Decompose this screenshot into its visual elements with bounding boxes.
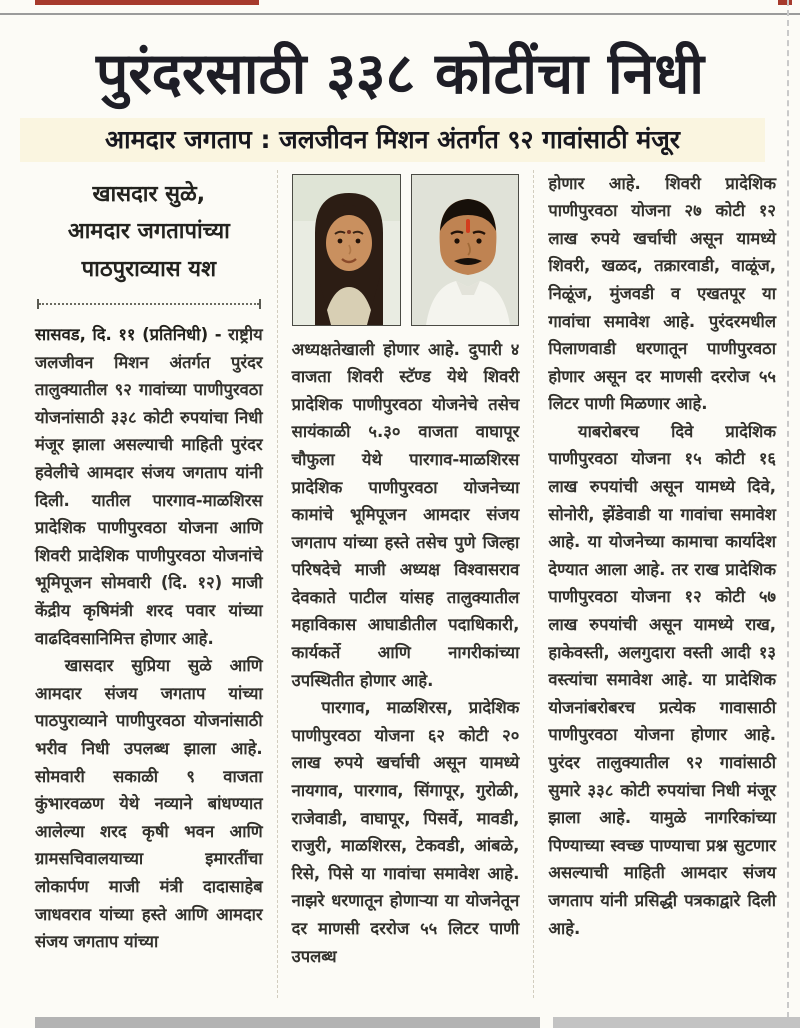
top-red-strip: [35, 0, 259, 5]
paragraph: खासदार सुप्रिया सुळे आणि आमदार संजय जगताप यांच्या पाठपुराव्याने पाणीपुरवठा योजनांसाठी भरीव निधी उपलब्ध झाला आहे. सोमवारी सकाळी ९ वाजता कुंभारवळण येथे नव्याने बांधण्यात आलेल्या शरद कृषी भवन आणि ग्रामसचिवालयाच्या इमारतींचा लोकार्पण माजी मंत्री दादासाहेब जाधवराव यांच्या हस्ते आणि आमदार संजय जगताप यांच्या: [35, 656, 263, 952]
portrait-photo-woman: [292, 174, 401, 326]
paragraph-text: राष्ट्रीय जलजीवन मिशन अंतर्गत पुरंदर तालुक्यातील ९२ गावांच्या पाणीपुरवठा योजनांसाठी ३३८ कोटी रुपयांचा निधी मंजूर झाला असल्याची माहिती पुरंदर हवेलीचे आमदार संजय जगताप यांनी दिली. यातील पारगाव-माळशिरस प्रादेशिक पाणीपुरवठा योजना आणि शिवरी प्रादेशिक पाणीपुरवठा योजनांचे भूमिपूजन सोमवारी (दि. १२) माजी केंद्रीय कृषिमंत्री शरद पवार यांच्या वाढदिवसानिमित्त होणार आहे.: [35, 325, 263, 648]
dateline: सासवड, दि. ११ (प्रतिनिधी) -: [35, 325, 229, 345]
article-deck: [35, 170, 263, 289]
paragraph: पारगाव, माळशिरस, प्रादेशिक पाणीपुरवठा योजना ६२ कोटी २० लाख रुपये खर्चाची असून यामध्ये नायगाव, पारगाव, सिंगापूर, गुरोळी, राजेवाडी, वाघापूर, पिसर्वे, मावडी, राजुरी, माळशिरस, टेकवडी, आंबळे, रिसे, पिसे या गावांचा समावेश आहे. नाझरे धरणातून होणाऱ्या या योजनेतून दर माणसी दररोज ५५ लिटर पाणी उपलब्ध: [291, 698, 520, 966]
article-subheadline: आमदार जगताप : जलजीवन मिशन अंतर्गत ९२ गावांसाठी मंजूर: [20, 118, 765, 162]
paragraph: अध्यक्षतेखाली होणार आहे. दुपारी ४ वाजता शिवरी स्टॅण्ड येथे शिवरी प्रादेशिक पाणीपुरवठा योजनेचे तसेच सायंकाळी ५.३० वाजता वाघापूर चौफुला येथे पारगाव-माळशिरस प्रादेशिक पाणीपुरवठा योजनेच्या कामांचे भूमिपूजन आमदार संजय जगताप यांच्या हस्ते तसेच पुणे जिल्हा परिषदेचे माजी अध्यक्ष विश्वासराव देवकाते पाटील यांसह तालुक्यातील महाविकास आघाडीतील पदाधिकारी, कार्यकर्ते आणि नागरीकांच्या उपस्थितीत होणार आहे.: [291, 339, 520, 690]
column-left: [35, 170, 263, 998]
deck-line: पाठपुराव्यास यश: [81, 257, 217, 283]
top-gray-rule: [0, 13, 800, 15]
body-text-middle: [292, 336, 520, 971]
dotted-divider: [37, 299, 261, 309]
body-text-right: [548, 170, 776, 943]
deck-line: आमदार जगतापांच्या: [67, 219, 230, 245]
next-article-header-bar: [553, 1017, 800, 1028]
column-right: [533, 170, 776, 998]
paragraph: याबरोबरच दिवे प्रादेशिक पाणीपुरवठा योजना १५ कोटी १६ लाख रुपयांची असून यामध्ये दिवे, सोनोरी, झेंडेवाडी या गावांचा समावेश आहे. या योजनेच्या कामाचा कार्यादेश देण्यात आला आहे. तर राख प्रादेशिक पाणीपुरवठा योजना १२ कोटी ५७ लाख रुपयांची असून यामध्ये राख, हाकेवस्ती, अलगुदारा वस्ती आदी १३ वस्त्यांचा समावेश आहे. या प्रादेशिक योजनांबरोबरच प्रत्येक गावासाठी पाणीपुरवठा योजना होणार आहे. पुरंदर तालुक्यातील ९२ गावांसाठी सुमारे ३३८ कोटी रुपयांचा निधी मंजूर झाला आहे. यामुळे नागरिकांच्या पिण्याच्या स्वच्छ पाण्याचा प्रश्न सुटणार असल्याची माहिती आमदार संजय जगताप यांनी प्रसिद्धी पत्रकाद्वारे दिली आहे.: [548, 421, 777, 938]
article-headline: पुरंदरसाठी ३३८ कोटींचा निधी: [95, 41, 705, 107]
body-text-left: [35, 321, 263, 956]
paragraph: [35, 321, 263, 652]
article-columns: [35, 170, 776, 998]
column-middle: [277, 170, 520, 998]
column-cut-dashed-edge: [787, 0, 789, 1028]
deck-line: खासदार सुळे,: [92, 181, 206, 207]
paragraph: होणार आहे. शिवरी प्रादेशिक पाणीपुरवठा योजना २७ कोटी १२ लाख रुपये खर्चाची असून यामध्ये शिवरी, खळद, तक्रारवाडी, वाळूंज, निळूंज, मुंजवडी व एखतपूर या गावांचा समावेश आहे. पुरंदरमधील पिलाणवाडी धरणातून पाणीपुरवठा होणार असून दर माणसी दररोज ५५ लिटर पाणी मिळणार आहे.: [548, 173, 777, 414]
top-red-tick: [778, 0, 792, 5]
portrait-photo-man: [411, 174, 520, 326]
portrait-photos: [292, 170, 520, 336]
next-article-header-bar: [35, 1017, 540, 1028]
